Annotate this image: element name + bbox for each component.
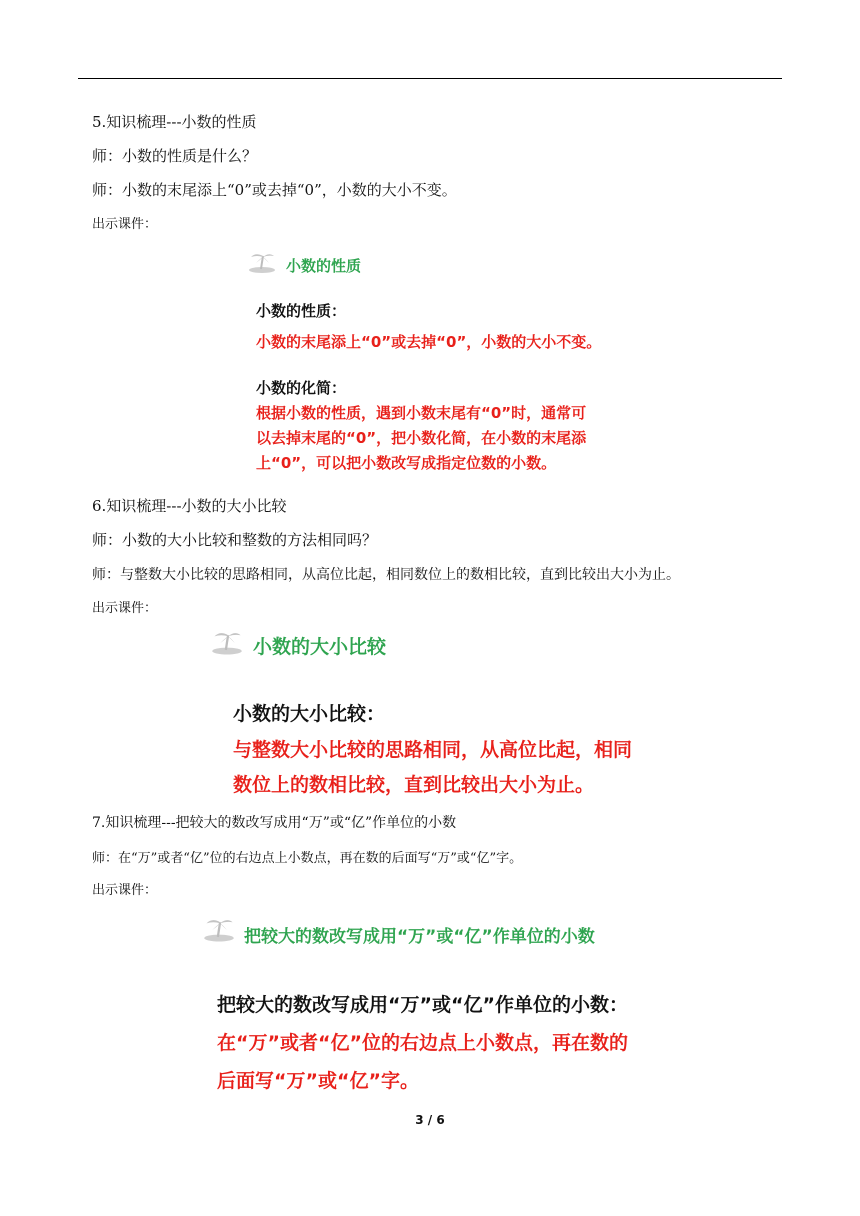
section7-heading: 7.知识梳理---把较大的数改写成用“万”或“亿”作单位的小数	[92, 815, 457, 831]
slide6-text-line: 数位上的数相比较，直到比较出大小为止。	[233, 774, 595, 796]
slide6-text-line: 与整数大小比较的思路相同，从高位比起，相同	[233, 739, 633, 761]
slide5-label-property: 小数的性质：	[256, 302, 347, 320]
section6-heading: 6.知识梳理---小数的大小比较	[92, 497, 287, 515]
header-rule	[78, 78, 782, 79]
palm-island-icon	[210, 628, 244, 656]
slide7-text-line: 后面写“万”或“亿”字。	[217, 1070, 419, 1092]
section7-answer: 师：在“万”或者“亿”位的右边点上小数点，再在数的后面写“万”或“亿”字。	[92, 851, 523, 866]
page-number: 3 / 6	[415, 1113, 445, 1127]
section5-show-label: 出示课件：	[92, 217, 158, 232]
slide5-simplify-line: 以去掉末尾的“0”，把小数化简，在小数的末尾添	[256, 429, 587, 447]
slide7-label: 把较大的数改写成用“万”或“亿”作单位的小数：	[217, 994, 628, 1016]
section6-answer: 师：与整数大小比较的思路相同，从高位比起，相同数位上的数相比较，直到比较出大小为止。	[92, 567, 680, 583]
slide7-text-line: 在“万”或者“亿”位的右边点上小数点，再在数的	[217, 1032, 628, 1054]
palm-island-icon	[202, 915, 236, 943]
palm-island-icon	[247, 250, 277, 274]
slide6-label: 小数的大小比较：	[233, 703, 386, 725]
slide5-simplify-line: 上“0”，可以把小数改写成指定位数的小数。	[256, 454, 557, 472]
slide6-title: 小数的大小比较	[253, 636, 387, 658]
section5-question: 师：小数的性质是什么？	[92, 147, 258, 165]
slide5-property-text: 小数的末尾添上“0”或去掉“0”，小数的大小不变。	[256, 333, 602, 351]
section6-show-label: 出示课件：	[92, 601, 158, 616]
slide5-title: 小数的性质	[286, 257, 362, 275]
slide5-label-simplify: 小数的化简：	[256, 379, 347, 397]
section5-answer: 师：小数的末尾添上“0”或去掉“0”，小数的大小不变。	[92, 181, 457, 199]
section5-heading: 5.知识梳理---小数的性质	[92, 113, 257, 131]
slide5-simplify-line: 根据小数的性质，遇到小数末尾有“0”时，通常可	[256, 404, 587, 422]
slide7-title: 把较大的数改写成用“万”或“亿”作单位的小数	[244, 927, 595, 947]
section6-question: 师：小数的大小比较和整数的方法相同吗？	[92, 531, 378, 549]
section7-show-label: 出示课件：	[92, 883, 158, 898]
